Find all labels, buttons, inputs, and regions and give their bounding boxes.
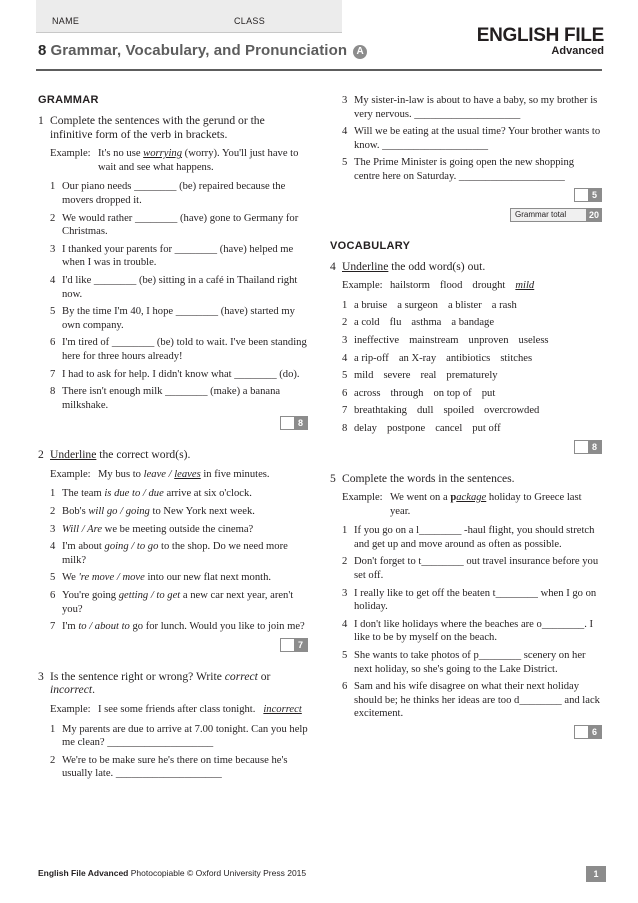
list-item <box>50 243 308 270</box>
example-option-2: leaves <box>174 468 201 480</box>
item-words <box>354 299 602 313</box>
item-number: 2 <box>342 317 348 329</box>
example-text <box>390 491 602 518</box>
instruction-rest: the odd word(s) out. <box>388 259 486 273</box>
list-item <box>342 387 602 401</box>
unit-version-badge: A <box>353 45 367 59</box>
list-item <box>342 618 602 645</box>
item-text: Our piano needs ________ (be) repaired because the movers dropped it. <box>62 181 286 206</box>
instruction-rest: the correct word(s). <box>96 448 191 462</box>
list-item <box>50 305 308 332</box>
item-post: we be meeting outside the cinema? <box>102 523 254 535</box>
list-item <box>50 212 308 239</box>
instruction-post: . <box>92 683 95 697</box>
list-item <box>50 487 308 501</box>
word-option: a blister <box>447 299 482 311</box>
footer-brand: English File Advanced <box>38 868 129 878</box>
word-option: delay <box>354 422 377 434</box>
question-instruction <box>342 260 485 274</box>
word-option: stitches <box>500 352 533 364</box>
example-pre: It's no use <box>98 148 144 160</box>
page-number: 1 <box>586 866 606 882</box>
item-pre: I'm <box>62 621 79 633</box>
item-number: 3 <box>342 334 348 346</box>
example-word: hailstorm <box>390 280 431 292</box>
item-text <box>62 540 308 567</box>
list-item <box>50 336 308 363</box>
item-options: Will / Are <box>62 523 103 535</box>
example-post: (worry). You'll just have to wait and see what happens. <box>98 148 299 173</box>
question-4-items <box>330 299 602 436</box>
item-text: I thanked your parents for ________ (have) helped me when I was in trouble. <box>62 243 294 269</box>
score-value: 6 <box>588 726 601 738</box>
list-item <box>50 385 308 412</box>
grammar-heading: GRAMMAR <box>38 94 99 106</box>
item-number: 3 <box>342 587 348 599</box>
item-number: 5 <box>342 157 348 169</box>
item-text <box>62 571 308 585</box>
item-text: Will we be eating at the usual time? Your brother wants to know. ____________________ <box>354 126 601 151</box>
word-option: flu <box>389 317 402 329</box>
item-text <box>62 523 308 537</box>
list-item <box>342 404 602 418</box>
example-post: holiday to Greece last year. <box>390 492 582 517</box>
item-text: My parents are due to arrive at 7.00 tonight. Can you help me clean? ____________________ <box>62 723 308 749</box>
item-text <box>62 620 308 634</box>
score-box <box>330 725 602 739</box>
item-pre: I'm about <box>62 541 105 553</box>
word-option: dull <box>416 405 434 417</box>
list-item <box>50 368 308 382</box>
word-option: real <box>420 370 437 382</box>
example-answer: incorrect <box>263 704 302 715</box>
list-item <box>342 352 602 366</box>
item-text: Don't forget to t________ out travel insurance before you set off. <box>354 556 599 582</box>
item-number: 6 <box>50 337 56 349</box>
example-label: Example: <box>50 704 91 715</box>
list-item <box>342 299 602 313</box>
item-number: 4 <box>50 541 56 553</box>
item-post: to the shop. Do we need more milk? <box>62 541 288 566</box>
item-text: She wants to take photos of p________ scenery on her next holiday, so she's going to the Lake District. <box>354 650 586 675</box>
example-pre: My bus to <box>98 468 144 480</box>
example-text <box>98 468 308 482</box>
list-item <box>342 587 602 614</box>
item-post: a new car next year, aren't you? <box>62 590 294 615</box>
item-words <box>354 352 602 366</box>
item-post: go for lunch. Would you like to join me? <box>129 621 305 633</box>
word-option: unproven <box>468 334 509 346</box>
question-1 <box>38 114 308 141</box>
word-option: across <box>354 387 381 399</box>
item-number: 5 <box>342 650 348 662</box>
item-post: arrive at six o'clock. <box>163 488 252 500</box>
footer-copyright: Photocopiable © Oxford University Press 2015 <box>128 868 307 878</box>
list-item <box>50 754 308 781</box>
item-number: 1 <box>50 181 56 193</box>
list-item <box>342 125 602 152</box>
item-options: will go / going <box>88 506 150 518</box>
example-word: drought <box>472 280 506 292</box>
item-number: 2 <box>50 754 56 766</box>
list-item <box>342 649 602 676</box>
score-value: 8 <box>294 417 307 429</box>
example-words <box>390 279 602 293</box>
instruction-pre: Is the sentence right or wrong? Write <box>50 669 225 683</box>
word-option: a bruise <box>354 299 388 311</box>
item-number: 2 <box>50 506 56 518</box>
list-item <box>50 523 308 537</box>
item-words <box>354 387 602 401</box>
question-instruction <box>50 670 308 697</box>
item-pre: The team <box>62 488 105 500</box>
item-options: going / to go <box>104 541 159 553</box>
item-number: 2 <box>50 212 56 224</box>
item-text: If you go on a l________ -haul flight, you should stretch and get up and move around as often as possible. <box>354 525 595 550</box>
word-option: useless <box>518 334 549 346</box>
question-number: 4 <box>330 259 336 273</box>
item-number: 7 <box>50 368 56 380</box>
question-4 <box>330 260 602 274</box>
word-option: put <box>481 387 496 399</box>
unit-title-text: Grammar, Vocabulary, and Pronunciation <box>50 42 348 59</box>
footer <box>38 868 306 878</box>
score-box <box>38 416 308 430</box>
word-option: a rip-off <box>354 352 389 364</box>
item-number: 6 <box>50 590 56 602</box>
grammar-total-value: 20 <box>586 208 602 222</box>
instruction-underline: Underline <box>342 259 389 273</box>
item-number: 4 <box>342 618 348 630</box>
word-option: on top of <box>433 387 472 399</box>
example-text <box>98 703 308 717</box>
question-3-items-right <box>330 94 602 184</box>
item-number: 5 <box>342 370 348 382</box>
list-item <box>342 156 602 183</box>
word-option: a surgeon <box>397 299 438 311</box>
word-option: cancel <box>435 422 463 434</box>
item-number: 1 <box>50 488 56 500</box>
example-word: flood <box>440 280 463 292</box>
list-item <box>50 723 308 750</box>
word-option: severe <box>383 370 411 382</box>
unit-number: 8 <box>38 42 47 59</box>
list-item <box>342 422 602 436</box>
item-options: getting / to get <box>118 590 181 602</box>
item-pre: We <box>62 572 79 584</box>
score-box <box>330 188 602 202</box>
word-option: put off <box>472 422 501 434</box>
item-number: 8 <box>342 422 348 434</box>
item-number: 1 <box>342 525 348 537</box>
score-box <box>38 638 308 652</box>
item-words <box>354 334 602 348</box>
item-words <box>354 369 602 383</box>
item-number: 1 <box>342 299 348 311</box>
example-sentence: I see some friends after class tonight. <box>98 704 256 715</box>
item-post: into our new flat next month. <box>144 572 272 584</box>
example-separator: / <box>165 468 175 480</box>
list-item <box>342 316 602 330</box>
question-2 <box>38 448 308 462</box>
list-item <box>342 555 602 582</box>
item-number: 8 <box>50 386 56 398</box>
word-option: an X-ray <box>398 352 437 364</box>
right-column <box>330 94 602 743</box>
instruction-correct: correct <box>224 669 258 683</box>
example-label: Example: <box>342 280 383 292</box>
list-item <box>50 274 308 301</box>
item-number: 3 <box>342 95 348 106</box>
class-label: CLASS <box>234 16 266 26</box>
example-label: Example: <box>50 468 91 480</box>
list-item <box>342 680 602 721</box>
item-number: 5 <box>50 306 56 318</box>
instruction-incorrect: incorrect <box>50 683 93 697</box>
word-option: breathtaking <box>354 405 407 417</box>
list-item <box>50 180 308 207</box>
item-text <box>62 505 308 519</box>
item-text: There isn't enough milk ________ (make) a banana milkshake. <box>62 386 281 411</box>
example-answer: worrying <box>143 148 183 160</box>
item-text: I really like to get off the beaten t________ when I go on holiday. <box>354 587 597 613</box>
item-number: 3 <box>50 243 56 255</box>
example <box>342 491 602 518</box>
name-label: NAME <box>52 16 80 26</box>
grammar-total <box>330 208 602 222</box>
word-option: through <box>390 387 424 399</box>
item-text <box>62 589 308 616</box>
example-post: in five minutes. <box>200 468 270 480</box>
brand-logo <box>477 26 604 57</box>
question-3 <box>38 670 308 697</box>
list-item <box>50 589 308 616</box>
score-value: 7 <box>294 639 307 651</box>
item-text: We're to be make sure he's there on time because he's usually late. ____________________ <box>62 754 288 780</box>
instruction-underline: Underline <box>50 448 97 462</box>
question-number: 2 <box>38 448 44 462</box>
instruction-mid: or <box>257 669 271 683</box>
example-letter: p <box>450 492 457 504</box>
item-text: The Prime Minister is going open the new shopping centre here on Saturday. ____________________ <box>354 157 575 182</box>
question-instruction: Complete the words in the sentences. <box>342 471 515 485</box>
question-1-items <box>38 180 308 412</box>
word-option: ineffective <box>354 334 400 346</box>
word-option: mild <box>354 370 374 382</box>
list-item <box>342 334 602 348</box>
item-options: is due to / due <box>104 488 164 500</box>
item-number: 7 <box>342 405 348 417</box>
example-label: Example: <box>50 148 91 160</box>
list-item <box>50 505 308 519</box>
item-text: I had to ask for help. I didn't know what ________ (do). <box>62 368 300 380</box>
item-text: I don't like holidays where the beaches are o________. I like to be by myself on the beach. <box>354 618 594 644</box>
grammar-total-label: Grammar total <box>510 208 586 222</box>
word-option: overcrowded <box>484 405 540 417</box>
question-number: 3 <box>38 669 44 683</box>
question-3-items-left <box>38 723 308 781</box>
item-number: 6 <box>342 681 348 693</box>
item-text: I'd like ________ (be) sitting in a café in Thailand right now. <box>62 274 298 300</box>
question-number: 5 <box>330 471 336 485</box>
header-rule <box>36 69 602 71</box>
example <box>342 279 602 293</box>
item-text: We would rather ________ (have) gone to Germany for Christmas. <box>62 212 299 238</box>
word-option: asthma <box>411 317 442 329</box>
example <box>50 147 308 174</box>
item-number: 7 <box>50 621 56 633</box>
list-item <box>342 369 602 383</box>
list-item <box>50 620 308 634</box>
list-item <box>50 540 308 567</box>
question-instruction: Complete the sentences with the gerund or the infinitive form of the verb in brackets. <box>50 114 265 141</box>
item-pre: You're going <box>62 590 119 602</box>
brand-title: ENGLISH FILE <box>476 25 604 46</box>
list-item <box>50 571 308 585</box>
item-number: 1 <box>50 723 56 735</box>
question-instruction <box>50 448 190 462</box>
item-number: 5 <box>50 572 56 584</box>
word-option: mainstream <box>409 334 459 346</box>
item-pre: Bob's <box>62 506 89 518</box>
name-class-box <box>36 0 342 33</box>
item-text: By the time I'm 40, I hope ________ (have) started my own company. <box>62 306 295 331</box>
word-option: postpone <box>386 422 426 434</box>
example-pre: We went on a <box>390 492 451 504</box>
item-number: 4 <box>50 274 56 286</box>
item-words <box>354 316 602 330</box>
item-number: 4 <box>342 352 348 364</box>
unit-title <box>38 42 367 59</box>
question-2-items <box>38 487 308 633</box>
example-answer: mild <box>515 280 535 292</box>
word-option: antibiotics <box>446 352 491 364</box>
example-option-1: leave <box>143 468 166 480</box>
example <box>50 703 308 717</box>
item-options: 're move / move <box>78 572 145 584</box>
item-options: to / about to <box>78 621 130 633</box>
score-value: 8 <box>588 441 601 453</box>
example-answer: ackage <box>456 492 487 504</box>
item-text: Sam and his wife disagree on what their next holiday should be; he thinks her ideas are too d________ and lack excitement. <box>354 681 600 720</box>
example-label: Example: <box>342 492 383 504</box>
list-item <box>342 94 602 121</box>
item-number: 6 <box>342 387 348 399</box>
item-text: My sister-in-law is about to have a baby, so my brother is very nervous. ____________________ <box>354 95 598 120</box>
score-value: 5 <box>588 189 601 201</box>
word-option: a rash <box>491 299 517 311</box>
question-number: 1 <box>38 114 44 127</box>
item-words <box>354 422 602 436</box>
item-text <box>62 487 308 501</box>
word-option: a cold <box>354 317 380 329</box>
question-5 <box>330 472 602 486</box>
question-5-items <box>330 524 602 721</box>
vocabulary-heading: VOCABULARY <box>330 239 411 252</box>
example-text <box>98 147 308 174</box>
item-number: 2 <box>342 556 348 568</box>
brand-level: Advanced <box>551 45 604 57</box>
item-post: to New York next week. <box>149 506 255 518</box>
example <box>50 468 308 482</box>
word-option: spoiled <box>443 405 475 417</box>
left-column <box>38 94 308 785</box>
item-number: 4 <box>342 126 348 138</box>
list-item <box>342 524 602 551</box>
word-option: a bandage <box>451 317 495 329</box>
item-number: 3 <box>50 523 56 535</box>
word-option: prematurely <box>446 370 498 382</box>
item-words <box>354 404 602 418</box>
item-text: I'm tired of ________ (be) told to wait. I've been standing here for three hours already! <box>62 337 307 362</box>
score-box <box>330 440 602 454</box>
